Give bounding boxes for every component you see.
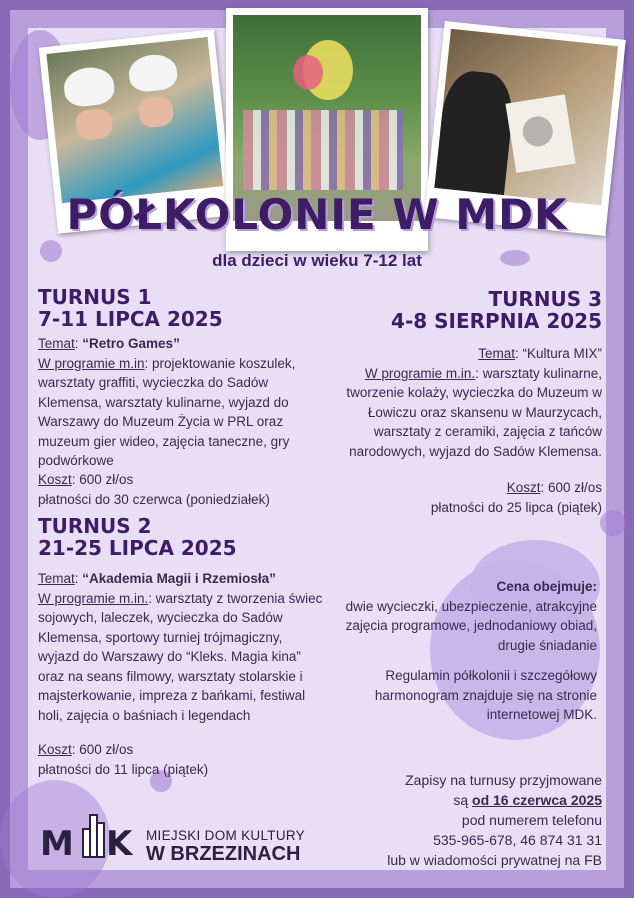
turnus-3-program: W programie m.in.: warsztaty kulinarne, tworzenie kolaży, wycieczka do Muzeum w Łowiczu oraz skansenu w Maurzycach, warsztaty z ceramiki, zajęcia z tańców narodowych, wyjazd do Sadów Klemensa.: [346, 365, 602, 459]
phone-numbers: 535-965-678, 46 874 31 31: [433, 832, 602, 848]
mdk-logo: [40, 808, 140, 864]
turnus-2-payment: płatności do 11 lipca (piątek): [38, 761, 209, 777]
turnus-3-temat: Temat: “Kultura MIX”: [478, 346, 602, 361]
price-includes-text: dwie wycieczki, ubezpieczenie, atrakcyjne zajęcia programowe, jednodaniowy obiad, drugie śniadanie: [345, 598, 597, 653]
logo-name-line-1: MIEJSKI DOM KULTURY: [146, 828, 305, 843]
price-includes-heading: Cena obejmuje:: [496, 579, 597, 594]
turnus-3-heading: [330, 288, 602, 332]
turnus-1-temat: Temat: “Retro Games”: [38, 336, 180, 351]
turnus-3-cost: Koszt: 600 zł/os płatności do 25 lipca (piątek): [340, 478, 602, 517]
turnus-2-temat: Temat: “Akademia Magii i Rzemiosła”: [38, 571, 276, 586]
turnus-2-heading: [38, 515, 237, 559]
turnus-1-payment: płatności do 30 czerwca (poniedziałek): [38, 491, 270, 507]
turnus-1-cost: Koszt: 600 zł/os płatności do 30 czerwca (poniedziałek): [38, 470, 328, 509]
turnus-3-payment: płatności do 25 lipca (piątek): [430, 499, 602, 515]
paint-splash-decoration: [600, 510, 626, 536]
turnus-3-details: [340, 344, 602, 461]
turnus-1-program: W programie m.in: projektowanie koszulek, warsztaty graffiti, wycieczka do Sadów Klemensa, warsztaty kulinarne, wyjazd do Warszawy do Muzeum Życia w PRL oraz muzeum gier wideo, zajęcia taneczne, gry podwórkowe: [38, 355, 296, 468]
turnus-1-dates: 7-11 LIPCA 2025: [38, 307, 223, 331]
logo-name-line-2: W BRZEZINACH: [146, 843, 301, 865]
turnus-1-heading: [38, 286, 223, 330]
regulations-note: Regulamin półkolonii i szczegółowy harmonogram znajduje się na stronie internetowej MDK.: [374, 668, 597, 722]
price-includes: [335, 577, 597, 655]
turnus-2-program: W programie m.in.: warsztaty z tworzenia świec sojowych, laleczek, wycieczka do Sadów Klemensa, sportowy turniej trójmagiczny, wyjazd do Warszawy do “Kleks. Magia kina” oraz na seans filmowy, warsztaty stolarskie i majsterkowanie, impreza z bańkami, festiwal holi, zajęcia o baśniach i legendach: [38, 590, 323, 723]
age-subtitle: dla dzieci w wieku 7-12 lat: [212, 251, 422, 270]
turnus-2-details: [38, 569, 323, 725]
turnus-3-dates: 4-8 SIERPNIA 2025: [391, 309, 602, 333]
turnus-1-title: TURNUS 1: [38, 285, 152, 309]
logo-letter-k: K: [106, 824, 133, 864]
logo-bars-icon: [82, 810, 104, 858]
turnus-2-cost: Koszt: 600 zł/os płatności do 11 lipca (piątek): [38, 740, 323, 779]
registration-date: od 16 czerwca 2025: [472, 792, 602, 808]
registration-info: Zapisy na turnusy przyjmowane są od 16 czerwca 2025 pod numerem telefonu 535-965-678, 46 874 31 31 lub w wiadomości prywatnej na FB: [330, 770, 602, 870]
turnus-2-dates: 21-25 LIPCA 2025: [38, 536, 237, 560]
page-title: PÓŁKOLONIE W MDK: [66, 190, 568, 239]
logo-letter-m: M: [40, 824, 74, 864]
turnus-2-title: TURNUS 2: [38, 514, 152, 538]
turnus-1-details: [38, 334, 328, 471]
turnus-3-title: TURNUS 3: [488, 287, 602, 311]
